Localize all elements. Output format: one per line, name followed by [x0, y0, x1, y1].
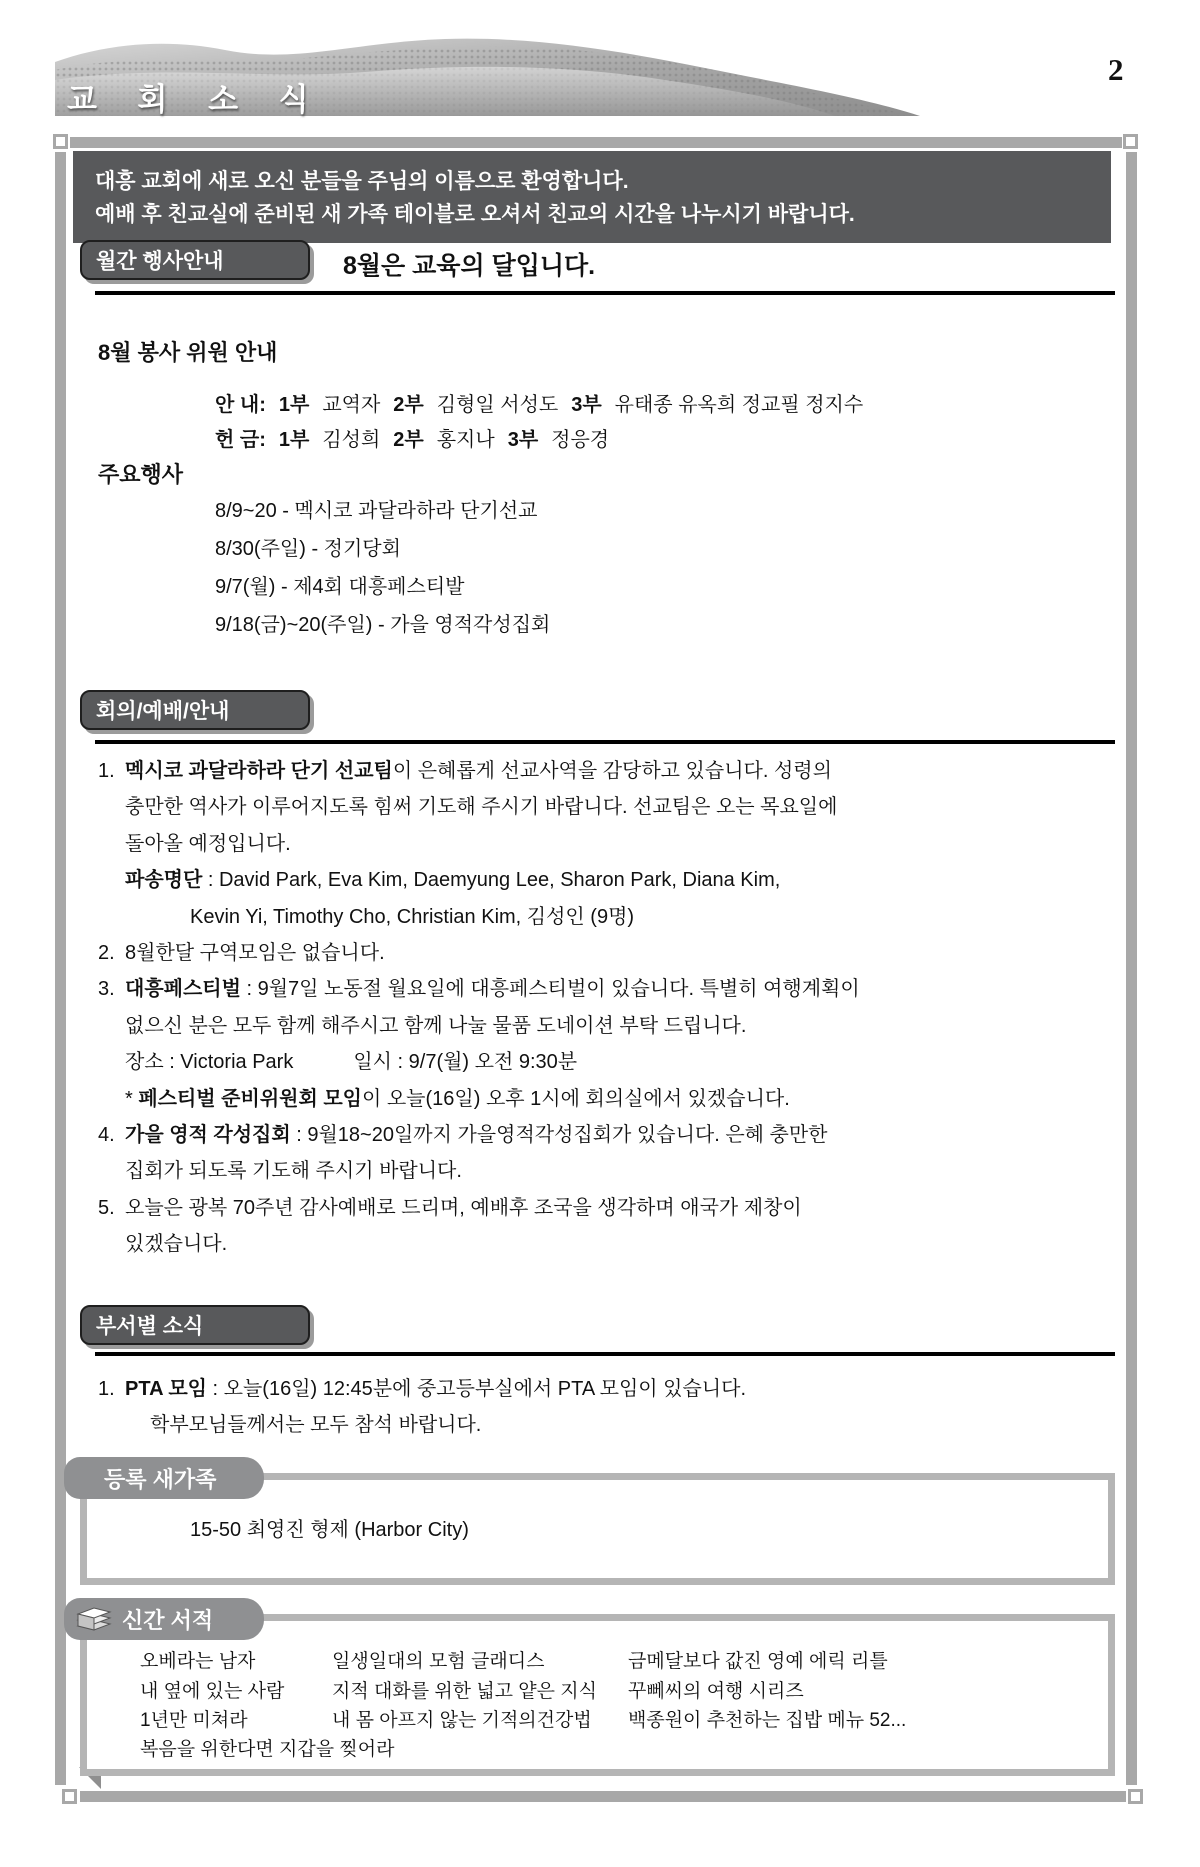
departments-list: [98, 1371, 1120, 1443]
meetings-list: [98, 753, 1120, 1263]
frame-top-bar: [70, 137, 1122, 148]
section-rule-departments: [95, 1352, 1115, 1356]
event-item: 9/7(월) - 제4회 대흥페스티발: [215, 576, 465, 598]
list-item: [98, 935, 1120, 971]
section-badge-departments: 부서별 소식: [80, 1305, 310, 1345]
book-row: [140, 1734, 394, 1761]
list-item-continuation: 학부모님들께서는 모두 참석 바랍니다.: [150, 1414, 482, 1436]
duty-part-label: 1부: [278, 429, 310, 451]
duty-names: 김형일 서성도: [436, 394, 559, 416]
item-lead: 대흥페스티벌: [125, 978, 241, 1001]
item-number: 1.: [98, 760, 115, 782]
book-row: [140, 1646, 888, 1673]
item-number: 1.: [98, 1378, 115, 1400]
item-text: 8월한달 구역모임은 없습니다.: [125, 942, 385, 965]
list-item-continuation: 충만한 역사가 이루어지도록 힘써 기도해 주시기 바랍니다. 선교팀은 오는 목요일에: [125, 796, 838, 819]
festival-place: 장소 : Victoria Park: [125, 1051, 294, 1074]
item-number: 2.: [98, 942, 115, 965]
roster-names: : David Park, Eva Kim, Daemyung Lee, Sharon Park, Diana Kim,: [202, 869, 781, 892]
list-item: [98, 1117, 1120, 1153]
duty-part-label: 3부: [571, 394, 602, 416]
duty-names: 김성희: [322, 429, 381, 451]
events-list: [215, 492, 550, 644]
place-time-line: [98, 1044, 1120, 1080]
duty-names: 정응경: [551, 429, 610, 451]
duty-names: 유태종 유옥희 정교필 정지수: [614, 394, 864, 416]
book-title: 내 옆에 있는 사람: [140, 1681, 285, 1702]
tab-new-books: [64, 1598, 264, 1640]
frame-bottom-bar: [80, 1791, 1126, 1802]
book-title: 오베라는 남자: [140, 1651, 256, 1672]
festival-datetime: 일시 : 9/7(월) 오전 9:30분: [353, 1051, 578, 1074]
item-text: 오늘은 광복 70주년 감사예배로 드리며, 예배후 조국을 생각하며 애국가 제창이: [125, 1196, 802, 1219]
monthly-headline: 8월은 교육의 달입니다.: [343, 252, 596, 280]
book-title: 1년만 미쳐라: [140, 1710, 248, 1731]
frame-corner-bottomleft: [62, 1789, 77, 1804]
duty-names: 홍지나: [436, 429, 495, 451]
duty-row-offering: [215, 423, 622, 452]
section-badge-meetings: 회의/예배/안내: [80, 690, 310, 730]
duty-part-label: 2부: [393, 394, 424, 416]
frame-corner-bottomright: [1128, 1789, 1143, 1804]
item-text: : 9월18~20일까지 가을영적각성집회가 있습니다. 은혜 충만한: [290, 1124, 828, 1147]
books-icon: [74, 1604, 114, 1640]
section-rule-monthly: [95, 291, 1115, 295]
book-row: [140, 1676, 804, 1703]
frame-right-bar: [1126, 152, 1137, 1785]
duty-names: 교역자: [322, 394, 381, 416]
list-item-continuation: 돌아올 예정입니다.: [125, 832, 291, 855]
star-mark: *: [125, 1087, 139, 1110]
duty-part-label: 1부: [278, 394, 310, 416]
roster-label: 파송명단: [125, 869, 203, 892]
book-title: 내 몸 아프지 않는 기적의건강법: [332, 1710, 592, 1731]
item-number: 3.: [98, 978, 115, 1001]
new-family-entry: 15-50 최영진 형제 (Harbor City): [190, 1519, 469, 1541]
item-number: 5.: [98, 1196, 115, 1219]
festival-committee-line: [98, 1081, 1120, 1117]
book-title: 백종원이 추천하는 집밥 메뉴 52...: [628, 1710, 907, 1731]
duty-row-usher: [215, 388, 876, 417]
duty-label: 안 내:: [215, 394, 266, 416]
book-row: [140, 1705, 907, 1732]
item-number: 4.: [98, 1124, 115, 1147]
duty-label: 헌 금:: [215, 429, 266, 451]
item-text: 이 은혜롭게 선교사역을 감당하고 있습니다. 성령의: [392, 760, 832, 782]
committee-text: 이 오늘(16일) 오후 1시에 회의실에서 있겠습니다.: [361, 1087, 790, 1110]
frame-corner-topleft: [53, 134, 68, 149]
list-item: [98, 1371, 1120, 1407]
tab-new-family: 등록 새가족: [64, 1457, 264, 1499]
book-title: 일생일대의 모험 글래디스: [332, 1651, 545, 1672]
roster-line: [98, 862, 1120, 898]
events-title: 주요행사: [98, 462, 184, 487]
header-banner: [55, 36, 955, 116]
duty-part-label: 2부: [393, 429, 424, 451]
item-text: : 오늘(16일) 12:45분에 중고등부실에서 PTA 모임이 있습니다.: [206, 1378, 746, 1400]
list-item: [98, 753, 1120, 789]
event-item: 8/30(주일) - 정기당회: [215, 538, 401, 560]
book-title: 복음을 위한다면 지갑을 찢어라: [140, 1739, 395, 1760]
section-badge-monthly-events: 월간 행사안내: [80, 240, 310, 280]
book-title: 금메달보다 값진 영예 에릭 리틀: [628, 1651, 888, 1672]
event-item: 9/18(금)~20(주일) - 가을 영적각성집회: [215, 614, 551, 636]
page-number: 2: [1108, 52, 1124, 87]
page-title: 교 회 소 식: [67, 82, 325, 117]
roster-line-continuation: Kevin Yi, Timothy Cho, Christian Kim, 김성인 (9명): [190, 905, 635, 928]
duty-part-label: 3부: [507, 429, 539, 451]
frame-left-bar: [55, 152, 66, 1785]
welcome-line2: 예배 후 친교실에 준비된 새 가족 테이블로 오셔서 친교의 시간을 나누시기 바랍니다.: [95, 203, 855, 226]
item-text: : 9월7일 노동절 월요일에 대흥페스티벌이 있습니다. 특별히 여행계획이: [240, 978, 860, 1001]
frame-corner-topright: [1123, 134, 1138, 149]
book-title: 지적 대화를 위한 넓고 얕은 지식: [332, 1681, 597, 1702]
list-item-continuation: 없으신 분은 모두 함께 해주시고 함께 나눌 물품 도네이션 부탁 드립니다.: [125, 1014, 747, 1037]
section-rule-meetings: [95, 740, 1115, 744]
list-item: [98, 971, 1120, 1007]
committee-lead: 페스티벌 준비위원회 모임: [138, 1087, 362, 1110]
book-title: 꾸뻬씨의 여행 시리즈: [628, 1681, 804, 1702]
welcome-line1: 대흥 교회에 새로 오신 분들을 주님의 이름으로 환영합니다.: [95, 170, 629, 193]
list-item-continuation: 있겠습니다.: [125, 1233, 228, 1256]
tab-new-books-label: 신간 서적: [122, 1607, 214, 1633]
event-item: 8/9~20 - 멕시코 과달라하라 단기선교: [215, 500, 538, 522]
list-item-continuation: 집회가 되도록 기도해 주시기 바랍니다.: [125, 1160, 462, 1183]
volunteer-title: 8월 봉사 위원 안내: [98, 340, 278, 365]
item-lead: 멕시코 과달라하라 단기 선교팀: [125, 760, 393, 782]
welcome-panel: [73, 151, 1111, 243]
item-lead: PTA 모임: [125, 1378, 207, 1400]
item-lead: 가을 영적 각성집회: [125, 1124, 291, 1147]
list-item: [98, 1190, 1120, 1226]
